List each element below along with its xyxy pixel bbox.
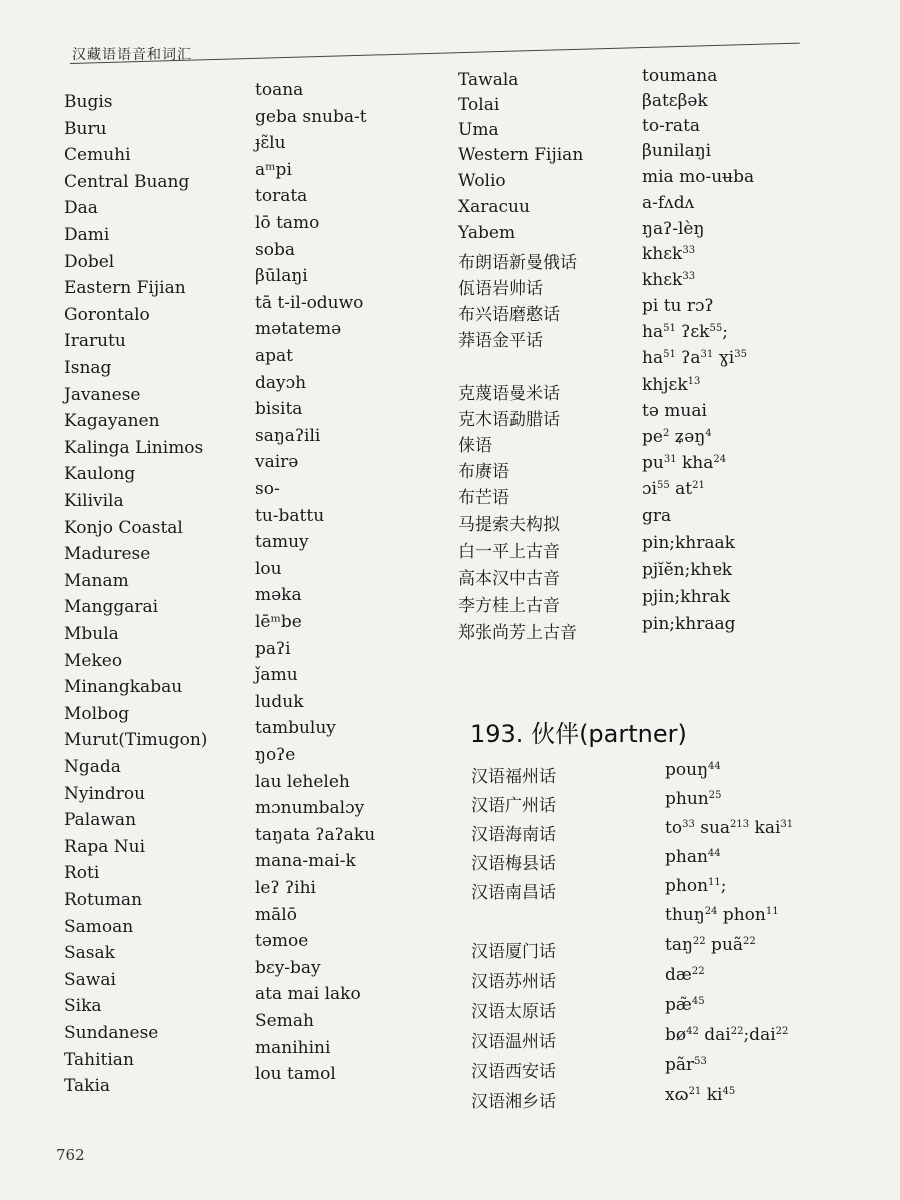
language-name: Nyindrou	[64, 784, 146, 804]
language-name: 汉语梅县话	[471, 854, 556, 874]
language-name: 汉语苏州话	[471, 972, 556, 992]
language-name: Sasak	[64, 943, 115, 963]
language-name: Wolio	[458, 171, 506, 191]
language-name: Minangkabau	[64, 677, 183, 697]
word-form: Semah	[255, 1011, 314, 1031]
language-name: 佤语岩帅话	[458, 279, 543, 299]
word-form: $dæ^{22}$	[665, 965, 705, 985]
language-name: 李方桂上古音	[458, 596, 560, 616]
word-form: pin;khraak	[642, 533, 735, 553]
word-form: təmoe	[255, 931, 309, 951]
language-name: Mbula	[64, 624, 119, 644]
word-form: $pe^2$ ʑəŋ$^4$	[642, 427, 712, 447]
language-name: 汉语福州话	[471, 767, 556, 787]
word-form: phan$^{44}$	[665, 847, 721, 867]
word-form: xɷ$^{21}$ $ki^{45}$	[665, 1085, 736, 1105]
word-form: tu-battu	[255, 506, 325, 526]
language-name: Bugis	[64, 92, 113, 112]
language-name: Madurese	[64, 544, 151, 564]
word-form: bisita	[255, 399, 303, 419]
word-form: aᵐpi	[255, 160, 292, 180]
word-form: βūlaŋi	[255, 266, 308, 286]
word-form: tə muai	[642, 401, 707, 421]
language-name: 汉语海南话	[471, 825, 556, 845]
page-number: 762	[56, 1146, 85, 1164]
word-form: pjin;khrak	[642, 587, 731, 607]
language-name: Kagayanen	[64, 411, 160, 431]
word-form: toana	[255, 80, 304, 100]
word-form: thuŋ$^{24}$ phon$^{11}$	[665, 905, 779, 925]
language-name: Takia	[64, 1076, 111, 1096]
word-form: leʔ ʔihi	[255, 878, 316, 898]
language-name: 克蔑语曼米话	[458, 384, 560, 404]
word-form: pjĭĕn;khɐk	[642, 560, 733, 580]
word-form: $ha^{51}$ ʔɛk$^{55}$;	[642, 322, 728, 342]
language-name: 莽语金平话	[458, 331, 543, 351]
language-name: 郑张尚芳上古音	[458, 623, 577, 643]
language-name: Kalinga Linimos	[64, 438, 204, 458]
word-form: tā t-il-oduwo	[255, 293, 364, 313]
word-form: paʔi	[255, 639, 291, 659]
word-form: gra	[642, 506, 672, 526]
language-name: Gorontalo	[64, 305, 150, 325]
word-form: lou	[255, 559, 282, 579]
language-name: Sawai	[64, 970, 116, 990]
word-form: lau leheleh	[255, 772, 350, 792]
language-name: Sundanese	[64, 1023, 159, 1043]
word-form: tambuluy	[255, 718, 336, 738]
word-form: $ha^{51}$ ʔa$^{31}$ ɣi$^{35}$	[642, 348, 747, 368]
language-name: Konjo Coastal	[64, 518, 183, 538]
language-name: Daa	[64, 198, 98, 218]
word-form: ɔi$^{55}$ $at^{21}$	[642, 479, 705, 499]
word-form: torata	[255, 186, 308, 206]
language-name: 高本汉中古音	[458, 569, 560, 589]
word-form: tamuy	[255, 532, 309, 552]
language-name: 克木语勐腊话	[458, 410, 560, 430]
language-name: 俫语	[458, 436, 492, 456]
language-name: Dami	[64, 225, 110, 245]
language-name: Dobel	[64, 252, 115, 272]
language-name: Xaracuu	[458, 197, 530, 217]
word-form: mɔnumbalɔy	[255, 798, 365, 818]
language-name: Kaulong	[64, 464, 136, 484]
language-name: 汉语广州话	[471, 796, 556, 816]
language-name: 马提索夫构拟	[458, 515, 560, 535]
language-name: Uma	[458, 120, 499, 140]
language-name: Irarutu	[64, 331, 126, 351]
language-name: 布芒语	[458, 488, 509, 508]
word-form: toumana	[642, 66, 718, 86]
language-name: Kilivila	[64, 491, 124, 511]
word-form: mətatemə	[255, 319, 342, 339]
language-name: 白一平上古音	[458, 542, 560, 562]
word-form: məka	[255, 585, 302, 605]
language-name: 布兴语磨憨话	[458, 305, 560, 325]
word-form: lou tamol	[255, 1064, 336, 1084]
language-name: Samoan	[64, 917, 134, 937]
word-form: ŋoʔe	[255, 745, 296, 765]
section-title: 193. 伙伴(partner)	[470, 720, 687, 748]
language-name: Javanese	[64, 385, 141, 405]
language-name: Western Fijian	[458, 145, 584, 165]
word-form: so-	[255, 479, 280, 499]
language-name: Mekeo	[64, 651, 123, 671]
word-form: $to^{33}$ sua$^{213}$ kai$^{31}$	[665, 818, 794, 838]
word-form: dayɔh	[255, 373, 307, 393]
word-form: vairə	[255, 452, 299, 472]
word-form: a-fʌdʌ	[642, 193, 695, 213]
word-form: taŋ$^{22}$ puã$^{22}$	[665, 935, 756, 955]
word-form: ata mai lako	[255, 984, 361, 1004]
language-name: Ngada	[64, 757, 121, 777]
language-name: Palawan	[64, 810, 137, 830]
language-name: Isnag	[64, 358, 112, 378]
language-name: Roti	[64, 863, 100, 883]
word-form: taŋata ʔaʔaku	[255, 825, 376, 845]
word-form: $bø^{42}$ dai$^{22}$;dai$^{22}$	[665, 1025, 789, 1045]
word-form: to-rata	[642, 116, 701, 136]
word-form: pouŋ$^{44}$	[665, 760, 721, 780]
word-form: ɟɛ̃lu	[255, 133, 286, 153]
header-title: 汉藏语语音和词汇	[72, 47, 192, 63]
language-name: 汉语西安话	[471, 1062, 556, 1082]
language-name: 汉语太原话	[471, 1002, 556, 1022]
language-name: 布赓语	[458, 462, 509, 482]
word-form: mana-mai-k	[255, 851, 356, 871]
word-form: ǰamu	[255, 665, 298, 685]
word-form: lō tamo	[255, 213, 320, 233]
word-form: bɛy-bay	[255, 958, 321, 978]
language-name: Yabem	[458, 223, 516, 243]
language-name: Sika	[64, 996, 102, 1016]
language-name: Tahitian	[64, 1050, 134, 1070]
language-name: Manam	[64, 571, 129, 591]
word-form: ŋaʔ-lèŋ	[642, 219, 705, 239]
word-form: apat	[255, 346, 293, 366]
language-name: Rotuman	[64, 890, 143, 910]
word-form: pi tu rɔʔ	[642, 296, 714, 316]
language-name: Rapa Nui	[64, 837, 146, 857]
word-form: manihini	[255, 1038, 331, 1058]
word-form: luduk	[255, 692, 304, 712]
language-name: 汉语厦门话	[471, 942, 556, 962]
language-name: Murut(Timugon)	[64, 730, 208, 750]
language-name: 布朗语新曼俄话	[458, 253, 577, 273]
word-form: pæ̃$^{45}$	[665, 995, 705, 1015]
word-form: pãr$^{53}$	[665, 1055, 707, 1075]
language-name: 汉语温州话	[471, 1032, 556, 1052]
word-form: $pu^{31}$ kha$^{24}$	[642, 453, 727, 473]
word-form: pin;khraag	[642, 614, 736, 634]
word-form: khɛk$^{33}$	[642, 270, 696, 290]
language-name: Buru	[64, 119, 107, 139]
word-form: βunilaŋi	[642, 141, 712, 161]
word-form: khɛk$^{33}$	[642, 244, 696, 264]
word-form: βatɛβək	[642, 91, 708, 111]
language-name: Manggarai	[64, 597, 159, 617]
word-form: soba	[255, 240, 295, 260]
language-name: 汉语南昌话	[471, 883, 556, 903]
word-form: mia mo-uʉba	[642, 167, 755, 187]
language-name: Tawala	[458, 70, 519, 90]
language-name: Tolai	[458, 95, 500, 115]
word-form: geba snuba-t	[255, 107, 367, 127]
word-form: lēᵐbe	[255, 612, 302, 632]
word-form: phun$^{25}$	[665, 789, 722, 809]
language-name: 汉语湘乡话	[471, 1092, 556, 1112]
language-name: Central Buang	[64, 172, 190, 192]
language-name: Eastern Fijian	[64, 278, 186, 298]
word-form: mālō	[255, 905, 297, 925]
word-form: phon$^{11}$;	[665, 876, 727, 896]
word-form: khjɛk$^{13}$	[642, 375, 701, 395]
word-form: saŋaʔili	[255, 426, 321, 446]
language-name: Molbog	[64, 704, 130, 724]
language-name: Cemuhi	[64, 145, 131, 165]
